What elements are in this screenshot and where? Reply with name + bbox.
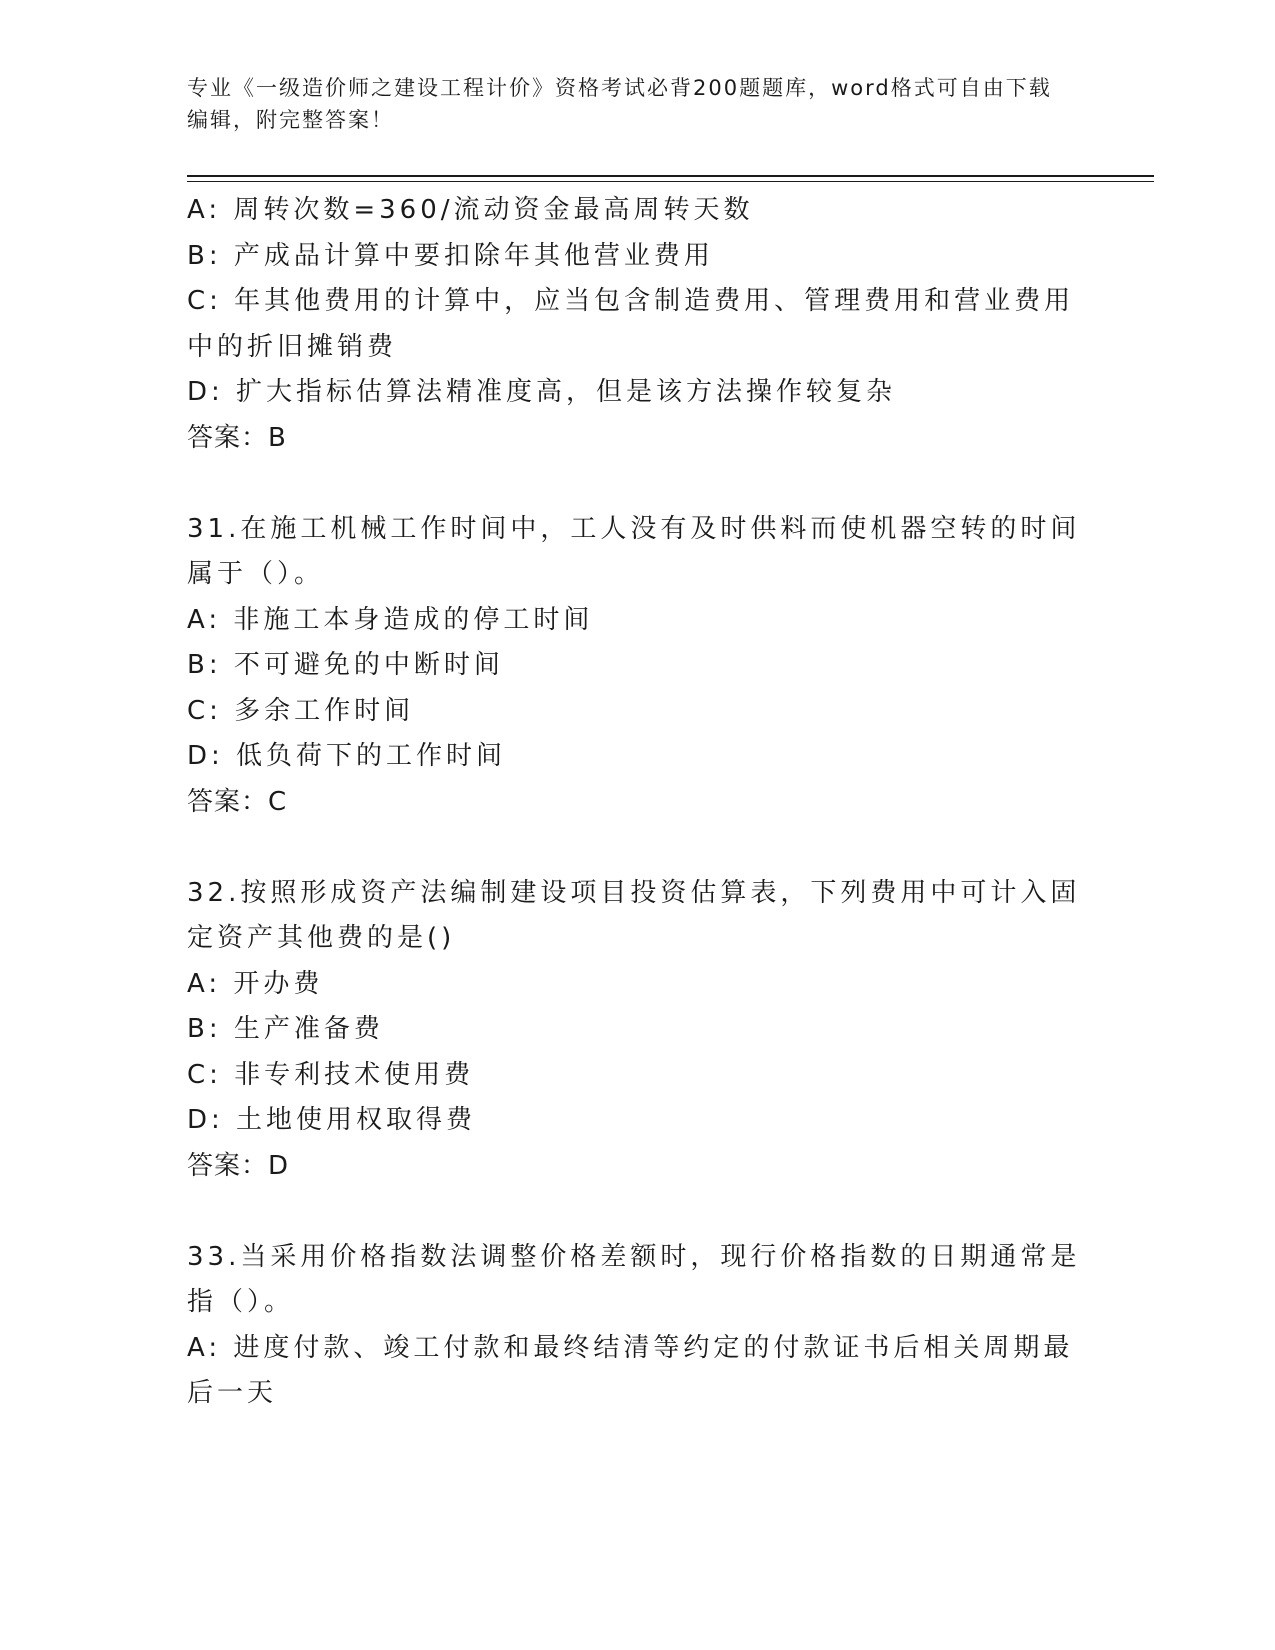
option-a: A: 周转次数=360/流动资金最高周转天数 [187, 195, 754, 225]
answer-line: 答案：D [187, 1150, 290, 1181]
option-b: B: 生产准备费 [187, 1014, 384, 1044]
option-d: D: 低负荷下的工作时间 [187, 741, 507, 771]
answer-line: 答案：C [187, 786, 288, 817]
question-block-prev [187, 188, 1087, 461]
question-text: 33.当采用价格指数法调整价格差额时，现行价格指数的日期通常是指（）。 [187, 1241, 1081, 1317]
header-divider-thick [187, 175, 1154, 177]
header-divider-thin [187, 181, 1154, 182]
spacer [187, 461, 1087, 507]
option-d: D: 土地使用权取得费 [187, 1105, 477, 1135]
spacer [187, 1189, 1087, 1235]
option-a: A: 进度付款、竣工付款和最终结清等约定的付款证书后相关周期最后一天 [187, 1332, 1074, 1408]
question-block-31 [187, 507, 1087, 826]
answer-line: 答案：B [187, 422, 287, 453]
option-c: C: 年其他费用的计算中，应当包含制造费用、管理费用和营业费用中的折旧摊销费 [187, 286, 1075, 362]
question-text: 32.按照形成资产法编制建设项目投资估算表，下列费用中可计入固定资产其他费的是() [187, 877, 1081, 953]
page-header: 专业《一级造价师之建设工程计价》资格考试必背200题题库，word格式可自由下载编辑，附完整答案！ [187, 76, 1052, 132]
question-block-33 [187, 1235, 1087, 1417]
option-c: C: 非专利技术使用费 [187, 1059, 475, 1090]
spacer [187, 825, 1087, 871]
question-text: 31.在施工机械工作时间中，工人没有及时供料而使机器空转的时间属于（）。 [187, 513, 1081, 589]
question-content [187, 188, 1087, 1417]
option-d: D: 扩大指标估算法精准度高，但是该方法操作较复杂 [187, 377, 897, 407]
option-b: B: 产成品计算中要扣除年其他营业费用 [187, 240, 714, 271]
question-block-32 [187, 871, 1087, 1190]
option-b: B: 不可避免的中断时间 [187, 650, 504, 680]
option-c: C: 多余工作时间 [187, 695, 415, 726]
option-a: A: 开办费 [187, 968, 324, 999]
option-a: A: 非施工本身造成的停工时间 [187, 604, 594, 635]
